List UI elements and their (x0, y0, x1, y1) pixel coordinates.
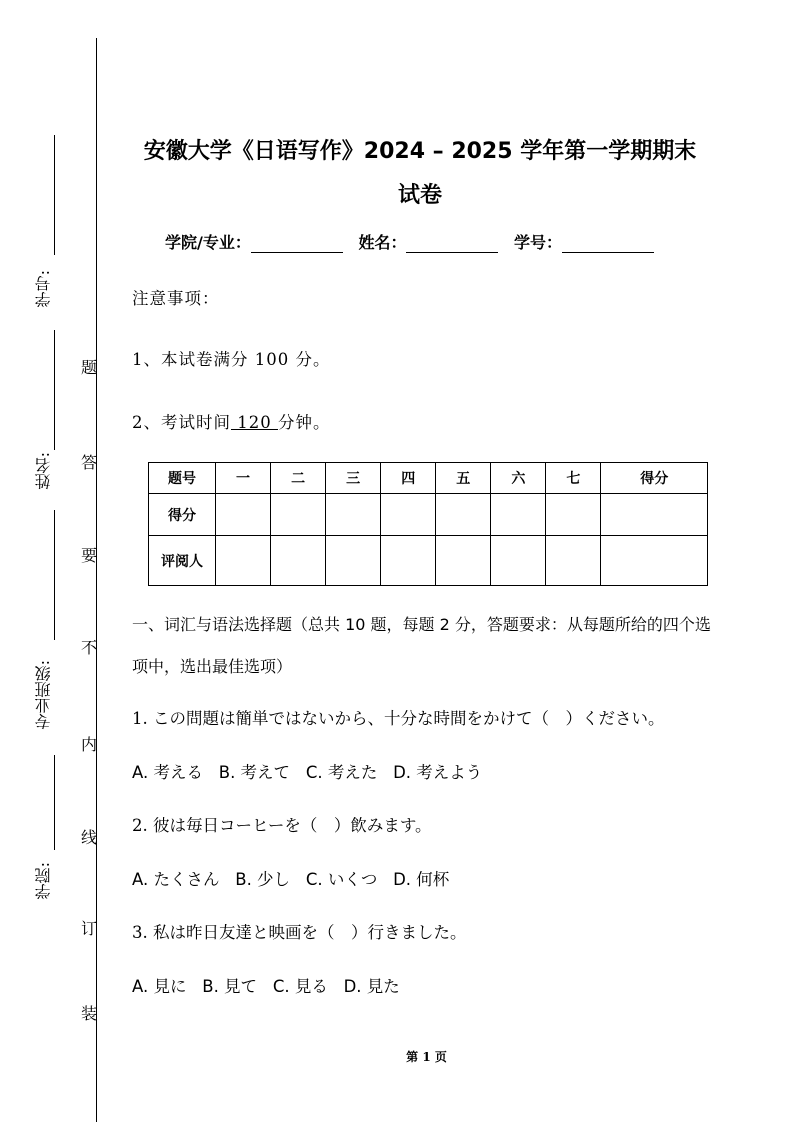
table-header-row (149, 463, 708, 494)
question-2 (132, 812, 432, 836)
seal-char: 答 (80, 453, 97, 472)
student-id-label: 学号： (514, 233, 563, 252)
note-item-2-suffix: 分钟。 (277, 413, 331, 432)
seal-char: 要 (80, 546, 97, 565)
column-header: 得分 (601, 463, 708, 494)
note-item-2-prefix: 2、考试时间 (132, 413, 231, 432)
seal-char: 线 (80, 828, 97, 847)
student-id-line (54, 135, 55, 255)
seal-char: 内 (80, 735, 97, 754)
grader-cell[interactable] (326, 536, 381, 586)
column-header: 七 (546, 463, 601, 494)
grader-cell[interactable] (271, 536, 326, 586)
grader-cell[interactable] (546, 536, 601, 586)
question-1-options (132, 759, 482, 783)
seal-char: 不 (80, 638, 97, 657)
college-line (54, 755, 55, 850)
name-label: 姓名： (358, 233, 407, 252)
seal-char: 题 (80, 358, 97, 377)
score-table (148, 462, 708, 586)
title-line-2: 试卷 (397, 183, 442, 208)
grader-cell[interactable] (491, 536, 546, 586)
grader-cell[interactable] (381, 536, 436, 586)
column-header: 五 (436, 463, 491, 494)
column-header: 一 (216, 463, 271, 494)
option-d[interactable]: D. 見た (343, 977, 400, 996)
table-header-label: 题号 (149, 463, 216, 494)
column-header: 六 (491, 463, 546, 494)
question-3-options (132, 973, 400, 997)
score-cell[interactable] (271, 494, 326, 536)
college-major-field[interactable] (251, 236, 343, 253)
score-cell[interactable] (436, 494, 491, 536)
student-id-label: 学号: (34, 270, 53, 308)
question-number: 1. (132, 709, 148, 728)
column-header: 二 (271, 463, 326, 494)
score-cell[interactable] (381, 494, 436, 536)
option-c[interactable]: C. いくつ (305, 870, 378, 889)
table-grader-row (149, 536, 708, 586)
grader-cell[interactable] (436, 536, 491, 586)
college-label: 学院: (34, 862, 53, 900)
binding-line (96, 38, 97, 1122)
score-cell[interactable] (326, 494, 381, 536)
column-header: 三 (326, 463, 381, 494)
college-major-label: 学院/专业： (165, 233, 251, 252)
page-number: 第 1 页 (406, 1050, 447, 1064)
option-d[interactable]: D. 考えよう (393, 763, 483, 782)
table-score-row (149, 494, 708, 536)
seal-char: 装 (80, 1004, 97, 1023)
student-info-row (165, 230, 664, 253)
question-text: この問題は簡単ではないから、十分な時間をかけて（ ）ください。 (153, 709, 665, 728)
major-class-line (54, 510, 55, 640)
question-text: 私は昨日友達と映画を（ ）行きました。 (153, 923, 467, 942)
option-a[interactable]: A. 見に (132, 977, 187, 996)
row-label-score: 得分 (149, 494, 216, 536)
option-a[interactable]: A. たくさん (132, 870, 220, 889)
section-1-heading: 一、词汇与语法选择题（总共 10 题，每题 2 分，答题要求：从每题所给的四个选项中，选出最佳选项） (132, 615, 711, 676)
score-cell[interactable] (601, 494, 708, 536)
question-text: 彼は毎日コーヒーを（ ）飲みます。 (153, 816, 432, 835)
seal-char: 订 (80, 919, 97, 938)
note-item-1: 1、本试卷满分 100 分。 (132, 350, 331, 369)
question-number: 3. (132, 923, 148, 942)
exam-duration-value: 120 (231, 413, 278, 432)
notes-heading: 注意事项： (132, 289, 220, 308)
option-b[interactable]: B. 考えて (218, 763, 291, 782)
row-label-grader: 评阅人 (149, 536, 216, 586)
grader-cell[interactable] (601, 536, 708, 586)
title-line-1: 安徽大学《日语写作》2024 – 2025 学年第一学期期末 (143, 139, 697, 164)
exam-title (120, 130, 720, 218)
name-label: 姓名: (34, 452, 53, 490)
column-header: 四 (381, 463, 436, 494)
question-1 (132, 705, 665, 729)
major-class-label: 专业班级: (34, 660, 53, 730)
question-number: 2. (132, 816, 148, 835)
option-d[interactable]: D. 何杯 (393, 870, 450, 889)
question-3 (132, 919, 467, 943)
score-cell[interactable] (216, 494, 271, 536)
score-cell[interactable] (491, 494, 546, 536)
note-item-2 (132, 409, 330, 433)
name-field[interactable] (406, 236, 498, 253)
option-a[interactable]: A. 考える (132, 763, 203, 782)
student-id-field[interactable] (562, 236, 654, 253)
name-line (54, 330, 55, 450)
option-c[interactable]: C. 考えた (305, 763, 378, 782)
option-b[interactable]: B. 見て (202, 977, 258, 996)
score-cell[interactable] (546, 494, 601, 536)
question-2-options (132, 866, 449, 890)
option-c[interactable]: C. 見る (272, 977, 328, 996)
grader-cell[interactable] (216, 536, 271, 586)
option-b[interactable]: B. 少し (235, 870, 291, 889)
